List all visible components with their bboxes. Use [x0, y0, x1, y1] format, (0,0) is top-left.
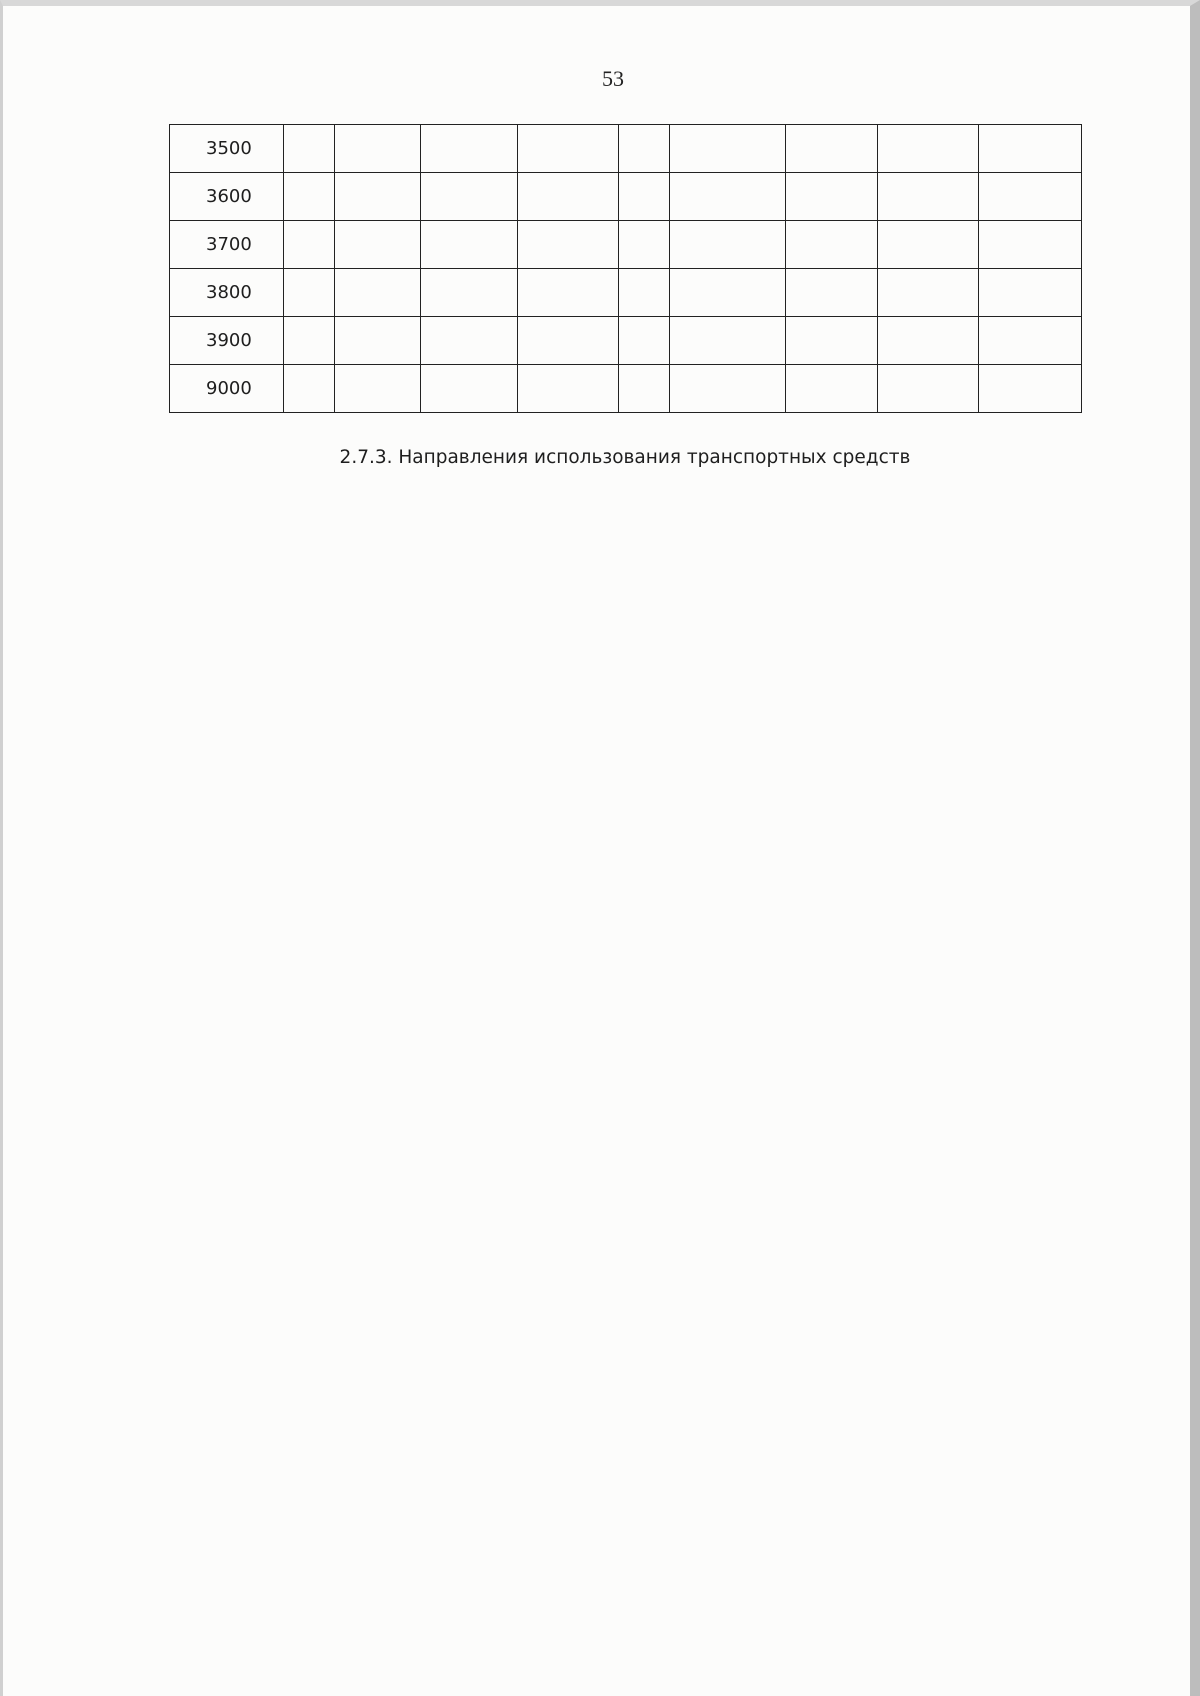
- table-cell: [670, 317, 786, 365]
- table-cell: [518, 125, 619, 173]
- table-cell: [979, 317, 1082, 365]
- row-code-cell: 9000: [170, 365, 284, 413]
- table-cell: [670, 125, 786, 173]
- table-cell: [421, 221, 518, 269]
- table-cell: [619, 221, 670, 269]
- row-code-cell: 3600: [170, 173, 284, 221]
- table-row: [170, 173, 1082, 221]
- table-cell: [670, 269, 786, 317]
- table-cell: [335, 221, 421, 269]
- table-cell: [421, 173, 518, 221]
- table-cell: [878, 173, 979, 221]
- table-cell: [786, 317, 878, 365]
- table-cell: [284, 317, 335, 365]
- row-code-cell: 3500: [170, 125, 284, 173]
- table-cell: [979, 365, 1082, 413]
- table-cell: [670, 365, 786, 413]
- table-cell: [979, 221, 1082, 269]
- table-cell: [670, 221, 786, 269]
- table-cell: [335, 125, 421, 173]
- table-cell: [284, 173, 335, 221]
- table-cell: [619, 365, 670, 413]
- table-cell: [878, 221, 979, 269]
- table-cell: [619, 125, 670, 173]
- table-cell: [518, 317, 619, 365]
- section-heading: 2.7.3. Направления использования транспортных средств: [339, 447, 911, 468]
- row-code-cell: 3900: [170, 317, 284, 365]
- table-cell: [518, 221, 619, 269]
- table-row: [170, 365, 1082, 413]
- table-cell: [284, 365, 335, 413]
- table-cell: [619, 269, 670, 317]
- table-cell: [284, 221, 335, 269]
- table-row: [170, 269, 1082, 317]
- table-cell: [979, 125, 1082, 173]
- table-cell: [335, 173, 421, 221]
- table-cell: [518, 365, 619, 413]
- table-cell: [421, 125, 518, 173]
- table-cell: [335, 317, 421, 365]
- table-cell: [878, 317, 979, 365]
- table-cell: [670, 173, 786, 221]
- table-row: [170, 125, 1082, 173]
- table-row: [170, 221, 1082, 269]
- table-cell: [786, 173, 878, 221]
- table-cell: [518, 269, 619, 317]
- table-cell: [335, 365, 421, 413]
- table-cell: [979, 173, 1082, 221]
- table-cell: [284, 269, 335, 317]
- table-cell: [979, 269, 1082, 317]
- table-cell: [878, 365, 979, 413]
- table-cell: [335, 269, 421, 317]
- page-number: 53: [602, 66, 624, 91]
- table-cell: [518, 173, 619, 221]
- table-cell: [619, 173, 670, 221]
- table-cell: [421, 365, 518, 413]
- row-code-cell: 3800: [170, 269, 284, 317]
- table-cell: [619, 317, 670, 365]
- table-cell: [878, 125, 979, 173]
- row-code-cell: 3700: [170, 221, 284, 269]
- table-cell: [284, 125, 335, 173]
- data-table: [169, 124, 1082, 413]
- table-cell: [786, 365, 878, 413]
- table-cell: [786, 221, 878, 269]
- table-cell: [878, 269, 979, 317]
- table-cell: [421, 269, 518, 317]
- table-cell: [421, 317, 518, 365]
- table-cell: [786, 125, 878, 173]
- table-cell: [786, 269, 878, 317]
- table-row: [170, 317, 1082, 365]
